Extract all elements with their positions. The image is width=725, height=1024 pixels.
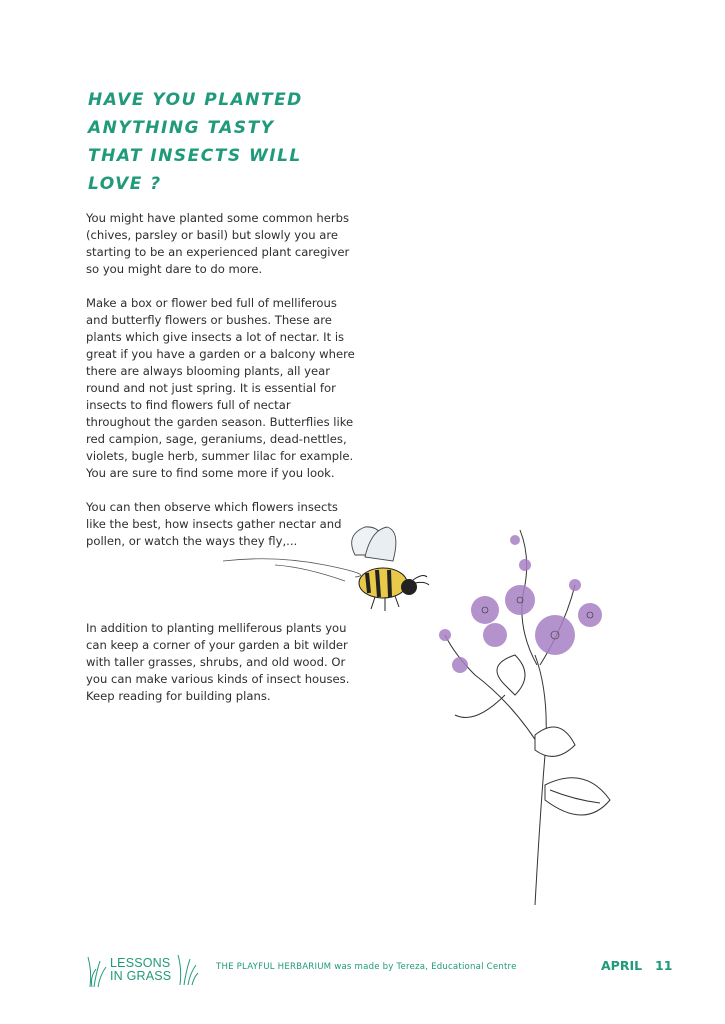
logo-line: IN GRASS: [110, 969, 172, 983]
logo-text: [110, 957, 171, 983]
page-footer: [0, 945, 725, 995]
paragraph: You can then observe which flowers insects like the best, how insects gather nectar and pollen, or watch the ways they fly,...: [86, 500, 342, 548]
flower-illustration: [445, 530, 610, 905]
footer-month: APRIL: [601, 958, 643, 973]
text-block-1: [86, 210, 356, 550]
flight-trail: [223, 559, 361, 581]
grass-logo-icon: [176, 951, 198, 987]
bee-and-flower-illustration: [215, 515, 635, 915]
headline-line: THAT INSECTS WILL: [88, 146, 302, 166]
flower-blossoms: [439, 535, 602, 673]
paragraph: You might have planted some common herbs (chives, parsley or basil) but slowly you are starting to be an experienced plant caregiver so you might dare to do more.: [86, 211, 350, 276]
grass-logo-icon: [86, 953, 108, 989]
footer-credit: THE PLAYFUL HERBARIUM was made by Tereza, Educational Centre: [216, 962, 517, 972]
lessons-in-grass-logo: [86, 949, 202, 989]
page-number: 11: [655, 958, 673, 973]
headline-line: ANYTHING TASTY: [88, 118, 275, 138]
page-headline: [88, 86, 388, 198]
headline-line: HAVE YOU PLANTED: [88, 90, 303, 110]
paragraph: Make a box or flower bed full of melliferous and butterfly flowers or bushes. These are plants which give insects a lot of nectar. It is great if you have a garden or a balcony where there are always blooming plants, all year round and not just spring. It is essential for insects to find flowers full of nectar throughout the garden season. Butterflies like red campion, sage, geraniums, dead-nettles, violets, bugle herb, summer lilac for example. You are sure to find some more if you look.: [86, 296, 355, 480]
logo-line: LESSONS: [110, 956, 171, 970]
headline-line: LOVE ?: [88, 174, 162, 194]
bee-icon: [352, 527, 429, 611]
paragraph: In addition to planting melliferous plants you can keep a corner of your garden a bit wilder with taller grasses, shrubs, and old wood. Or you can make various kinds of insect houses. Keep reading for building plans.: [86, 621, 350, 703]
